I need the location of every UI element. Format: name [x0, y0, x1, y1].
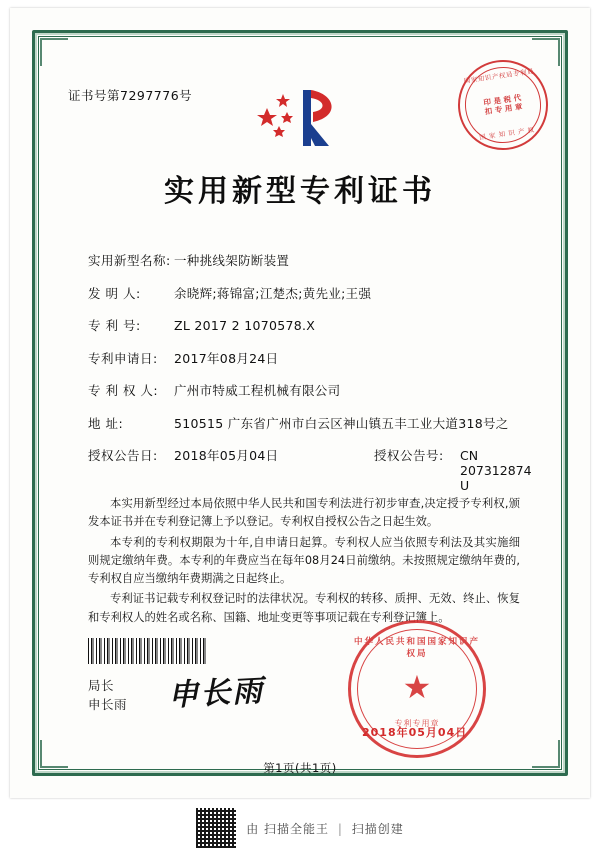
- director-label: [88, 676, 127, 715]
- scanner-watermark-text: [246, 820, 404, 837]
- field-value: 广州市特威工程机械有限公司: [174, 383, 341, 398]
- field-value: 余晓辉;蒋锦富;江楚杰;黄先业;王强: [174, 285, 372, 301]
- scanner-watermark-bar: [0, 800, 600, 856]
- field-row-address: [88, 414, 518, 432]
- official-seal-date: 2018年05月04日: [362, 726, 468, 739]
- field-label: 专 利 号:: [88, 318, 141, 333]
- field-label: 专 利 权 人:: [88, 383, 159, 398]
- field-label-grant-number: 授权公告号:: [374, 448, 444, 463]
- page-number: 第1页(共1页): [263, 761, 337, 775]
- certificate-page: [10, 8, 590, 798]
- qr-code-icon[interactable]: [196, 808, 236, 848]
- legal-text-block: [88, 495, 520, 629]
- field-value: 2017年08月24日: [174, 350, 279, 366]
- field-list: [88, 251, 532, 508]
- watermark-separator: |: [337, 821, 343, 836]
- director-title: 局长: [88, 678, 115, 693]
- field-label: 专利申请日:: [88, 350, 158, 366]
- seal-core-text: 印 是 税 代 扣 专 用 章: [482, 93, 523, 117]
- field-label: 地 址:: [88, 415, 124, 431]
- field-row-grant-announcement: [88, 446, 532, 493]
- field-row-application-date: [88, 349, 518, 367]
- field-label: 发 明 人:: [88, 285, 141, 301]
- certificate-number: 证书号第7297776号: [68, 88, 193, 103]
- paragraph-grant-decision: 本实用新型经过本局依照中华人民共和国专利法进行初步审查,决定授予专利权,颁发本证书并在专利登记簿上予以登记。专利权自授权公告之日起生效。: [88, 497, 520, 529]
- field-row-utility-model-name: [88, 251, 518, 269]
- seal-bottom-arc-text: 国 家 知 识 产 权: [478, 125, 536, 142]
- field-row-patentee: [88, 381, 518, 399]
- paragraph-register-notice: 专利证书记载专利权登记时的法律状况。专利权的转移、质押、无效、终止、恢复和专利权人的姓名或名称、国籍、地址变更等事项记载在专利登记簿上。: [88, 592, 520, 624]
- field-value-grant-date: 2018年05月04日: [174, 448, 279, 463]
- field-row-inventors: [88, 284, 518, 302]
- field-value: ZL 2017 2 1070578.X: [174, 318, 316, 333]
- field-label: 实用新型名称:: [88, 253, 171, 268]
- field-row-patent-number: [88, 316, 518, 334]
- field-label-grant-date: 授权公告日:: [88, 448, 158, 463]
- official-seal-top-text: 中华人民共和国国家知识产权局: [353, 637, 480, 659]
- page-title: 实用新型专利证书: [164, 174, 436, 209]
- field-value-grant-number: CN 207312874 U: [460, 448, 532, 493]
- official-seal-bottom-text: 专利专用章: [394, 719, 440, 728]
- paragraph-term-and-fees: 本专利的专利权期限为十年,自申请日起算。专利权人应当依照专利法及其实施细则规定缴纳年费。本专利的年费应当在每年08月24日前缴纳。未按照规定缴纳年费的,专利权自应当缴纳年费期满之日起终止。: [88, 535, 520, 586]
- seal-top-arc-text: 国家知识产权局专利局: [463, 67, 535, 86]
- director-signature: 申长雨: [167, 673, 266, 714]
- corner-ornament-top-right: [532, 38, 560, 66]
- director-name: 申长雨: [88, 697, 128, 713]
- field-value: 510515 广东省广州市白云区神山镇五丰工业大道318号之: [174, 415, 509, 431]
- barcode: [88, 638, 206, 664]
- watermark-text-left: 由 扫描全能王: [246, 821, 330, 836]
- patent-logo-icon: [253, 82, 349, 154]
- star-emblem-icon: ★: [402, 668, 432, 707]
- watermark-text-right: 扫描创建: [351, 821, 404, 836]
- corner-ornament-top-left: [40, 38, 68, 66]
- field-value: 一种挑线架防断装置: [174, 253, 290, 268]
